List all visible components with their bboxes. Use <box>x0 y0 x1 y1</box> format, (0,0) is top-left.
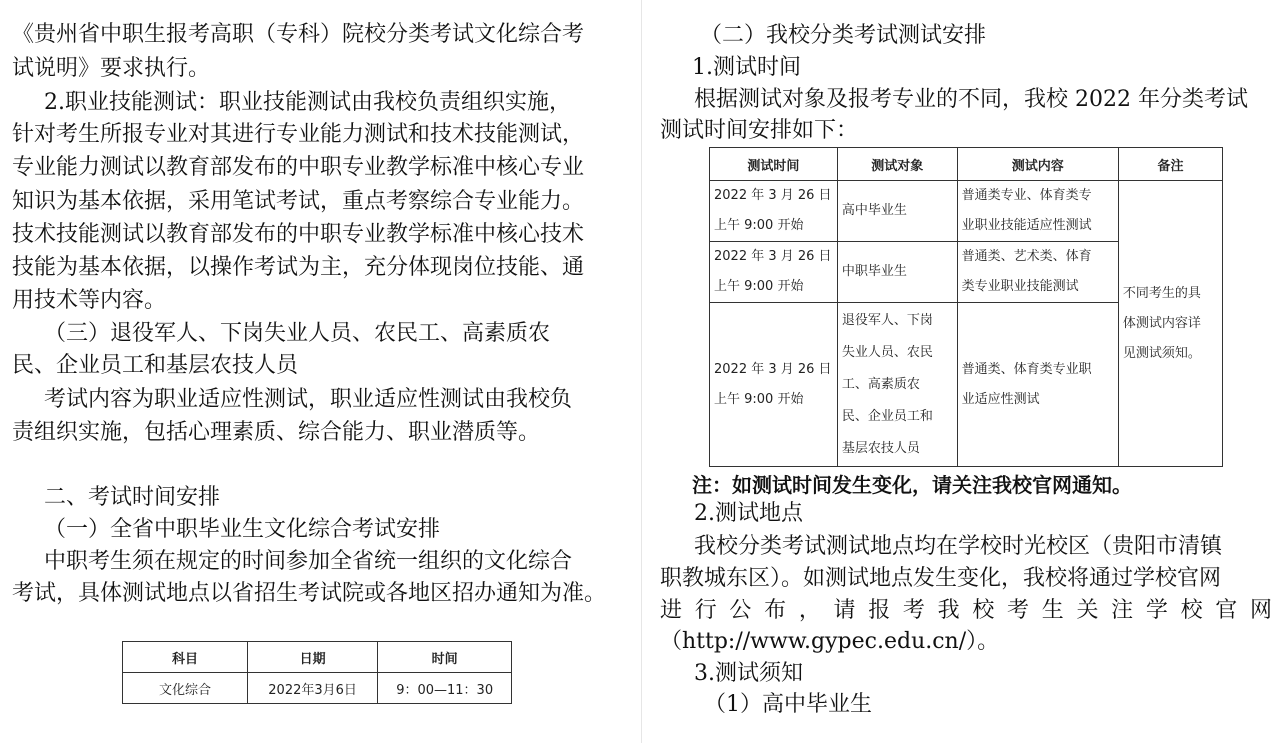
table-cell-time: 2022 年 3 月 26 日 上午 9:00 开始 <box>710 181 838 242</box>
column-divider <box>641 0 642 743</box>
section-heading: （三）退役军人、下岗失业人员、农民工、高素质农 <box>44 321 551 346</box>
table-header-row <box>710 148 1223 181</box>
paragraph-line: 根据测试对象及报考专业的不同，我校 2022 年分类考试 <box>694 87 1248 112</box>
test-schedule-table <box>709 147 1223 467</box>
paragraph-line: 用技术等内容。 <box>12 288 167 313</box>
table-cell-target: 退役军人、下岗 失业人员、农民 工、高素质农 民、企业员工和 基层农技人员 <box>837 303 957 467</box>
table-header: 科目 <box>123 642 248 673</box>
paragraph-line: 2.职业技能测试：职业技能测试由我校负责组织实施， <box>44 90 571 115</box>
table-cell: 文化综合 <box>123 673 248 704</box>
paragraph-line: 进行公布，请报考我校考生关注学校官网 <box>660 598 1272 623</box>
paragraph-line: 技术技能测试以教育部发布的中职专业教学标准中核心技术 <box>12 222 585 247</box>
table-cell: 9：00—11：30 <box>378 673 512 704</box>
subsection-heading: 3.测试须知 <box>694 661 803 686</box>
table-header: 测试对象 <box>837 148 957 181</box>
table-cell-time: 2022 年 3 月 26 日 上午 9:00 开始 <box>710 303 838 467</box>
subsection-heading: 2.测试地点 <box>694 501 803 526</box>
paragraph-line: 知识为基本依据，采用笔试考试，重点考察综合专业能力。 <box>12 189 585 214</box>
table-cell-target: 中职毕业生 <box>837 242 957 303</box>
website-url: （http://www.gypec.edu.cn/）。 <box>660 629 1000 654</box>
table-cell-target: 高中毕业生 <box>837 181 957 242</box>
paragraph-line: 针对考生所报专业对其进行专业能力测试和技术技能测试， <box>12 122 585 147</box>
subsection-heading: 1.测试时间 <box>692 55 801 80</box>
paragraph-line: 职教城东区）。如测试地点发生变化，我校将通过学校官网 <box>660 566 1222 591</box>
paragraph-line: 中职考生须在规定的时间参加全省统一组织的文化综合 <box>44 549 573 574</box>
section-heading: 民、企业员工和基层农技人员 <box>12 353 299 378</box>
paragraph-line: 责组织实施，包括心理素质、综合能力、职业潜质等。 <box>12 420 541 445</box>
table-header: 时间 <box>378 642 512 673</box>
table-cell-content: 普通类、艺术类、体育 类专业职业技能测试 <box>957 242 1118 303</box>
table-header: 日期 <box>247 642 377 673</box>
table-row <box>710 181 1223 242</box>
paragraph-line: 《贵州省中职生报考高职（专科）院校分类考试文化综合考 <box>12 22 585 47</box>
paragraph-line: 专业能力测试以教育部发布的中职专业教学标准中核心专业 <box>12 155 585 180</box>
table-header: 备注 <box>1118 148 1222 181</box>
paragraph-line: 试说明》要求执行。 <box>12 56 211 81</box>
table-cell-remark: 不同考生的具 体测试内容详 见测试须知。 <box>1118 181 1222 467</box>
section-heading: 二、考试时间安排 <box>44 485 221 510</box>
paragraph-line: 技能为基本依据，以操作考试为主，充分体现岗位技能、通 <box>12 255 585 280</box>
exam-schedule-table <box>122 641 512 704</box>
table-header-row <box>123 642 512 673</box>
table-header: 测试时间 <box>710 148 838 181</box>
section-heading: （一）全省中职毕业生文化综合考试安排 <box>44 517 441 542</box>
paragraph-line: 考试，具体测试地点以省招生考试院或各地区招办通知为准。 <box>12 581 607 606</box>
subsection-heading: （1）高中毕业生 <box>704 692 872 717</box>
table-cell-content: 普通类专业、体育类专 业职业技能适应性测试 <box>957 181 1118 242</box>
table-cell-content: 普通类、体育类专业职 业适应性测试 <box>957 303 1118 467</box>
paragraph-line: 我校分类考试测试地点均在学校时光校区（贵阳市清镇 <box>694 534 1223 559</box>
table-header: 测试内容 <box>957 148 1118 181</box>
table-cell-time: 2022 年 3 月 26 日 上午 9:00 开始 <box>710 242 838 303</box>
section-heading: （二）我校分类考试测试安排 <box>700 23 987 48</box>
table-row <box>123 673 512 704</box>
table-note: 注：如测试时间发生变化，请关注我校官网通知。 <box>692 473 1132 497</box>
paragraph-line: 测试时间安排如下： <box>660 118 859 143</box>
paragraph-line: 考试内容为职业适应性测试，职业适应性测试由我校负 <box>44 387 573 412</box>
table-cell: 2022年3月6日 <box>247 673 377 704</box>
